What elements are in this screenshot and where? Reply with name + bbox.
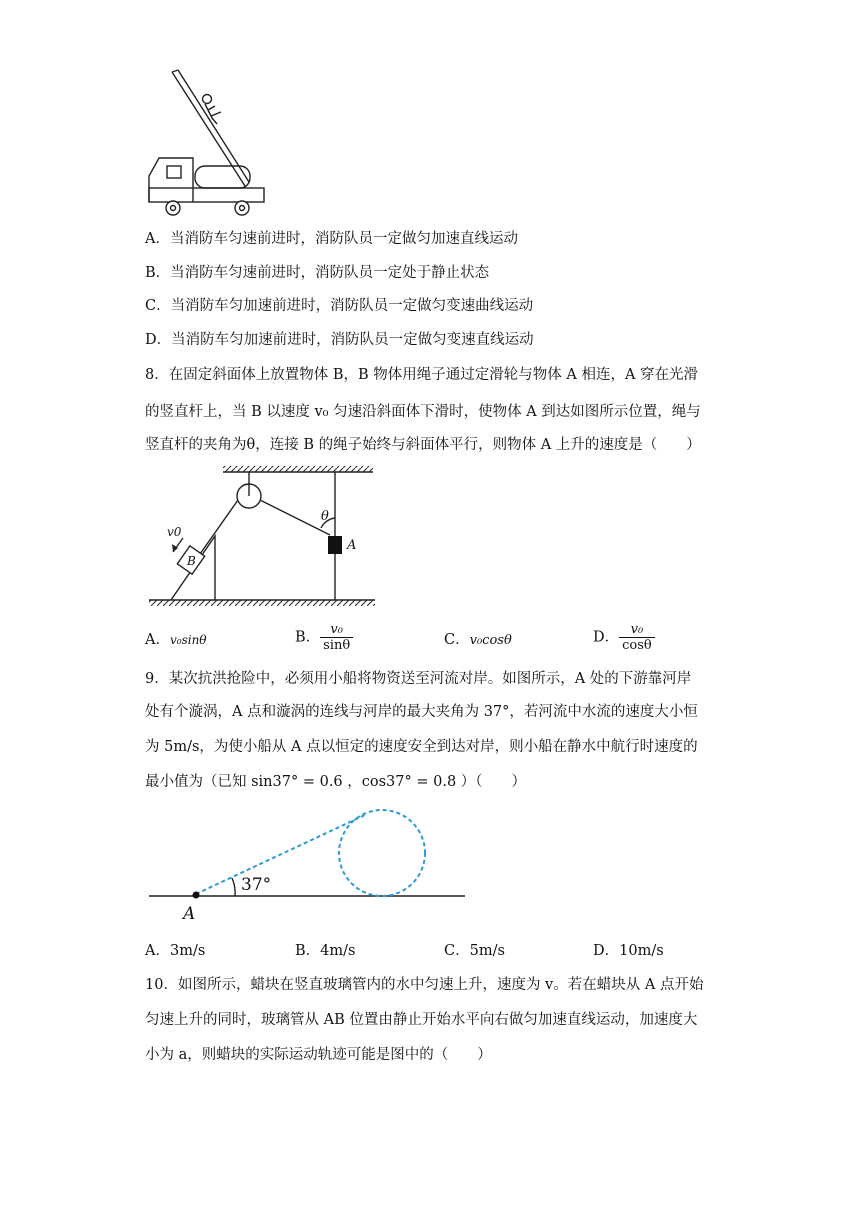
block-a-label: A [347,538,357,553]
q7-option-c: C．当消防车匀加速前进时，消防队员一定做匀变速曲线运动 [145,298,534,314]
q9-stem-line-4: 最小值为（已知 sin37° = 0.6 ，cos37° = 0.8 ）（ ） [145,774,527,790]
fire-truck-figure [145,66,270,221]
point-a-label: A [183,904,196,924]
q8-option-a: A．v₀sinθ [145,632,207,648]
angle-37-label: 37° [241,875,272,895]
theta-label: θ [321,509,329,524]
q8-option-b: B． $\frac{\text{v₀}}{\sin\theta}$ [295,622,353,653]
pulley-incline-figure [145,462,380,612]
q7-option-b: B．当消防车匀速前进时，消防队员一定处于静止状态 [145,265,490,281]
q9-option-c: C．5m/s [444,943,505,959]
q9-option-d: D．10m/s [593,943,664,959]
q10-stem-line-2: 匀速上升的同时，玻璃管从 AB 位置由静止开始水平向右做匀加速直线运动，加速度大 [145,1012,698,1028]
q8-stem-line-2: 的竖直杆上，当 B 以速度 v₀ 匀速沿斜面体下滑时，使物体 A 到达如图所示位置，绳与 [145,404,701,420]
q7-option-a: A．当消防车匀速前进时，消防队员一定做匀加速直线运动 [145,231,518,247]
q8-stem-line-1: 8．在固定斜面体上放置物体 B，B 物体用绳子通过定滑轮与物体 A 相连，A 穿在光滑 [145,367,699,383]
q8-stem-line-3: 竖直杆的夹角为θ，连接 B 的绳子始终与斜面体平行，则物体 A 上升的速度是（ ） [145,437,701,453]
q7-option-d: D．当消防车匀加速前进时，消防队员一定做匀变速直线运动 [145,332,534,348]
q9-stem-line-3: 为 5m/s，为使小船从 A 点以恒定的速度安全到达对岸，则小船在静水中航行时速度的 [145,739,698,755]
block-b-label: B [187,554,196,568]
velocity-label: v0 [167,525,182,539]
q8-option-c: C．v₀cosθ [444,632,512,648]
river-vortex-figure [145,800,475,925]
q8-option-d: D． $\frac{\text{v₀}}{\cos\theta}$ [593,622,655,653]
q9-stem-line-1: 9．某次抗洪抢险中，必须用小船将物资送至河流对岸。如图所示，A 处的下游靠河岸 [145,671,692,687]
q9-option-a: A．3m/s [145,943,206,959]
q10-stem-line-1: 10．如图所示，蜡块在竖直玻璃管内的水中匀速上升，速度为 v。若在蜡块从 A 点开始 [145,977,704,993]
q9-option-b: B．4m/s [295,943,356,959]
q10-stem-line-3: 小为 a，则蜡块的实际运动轨迹可能是图中的（ ） [145,1047,492,1063]
q9-stem-line-2: 处有个漩涡，A 点和漩涡的连线与河岸的最大夹角为 37°，若河流中水流的速度大小恒 [145,704,698,720]
